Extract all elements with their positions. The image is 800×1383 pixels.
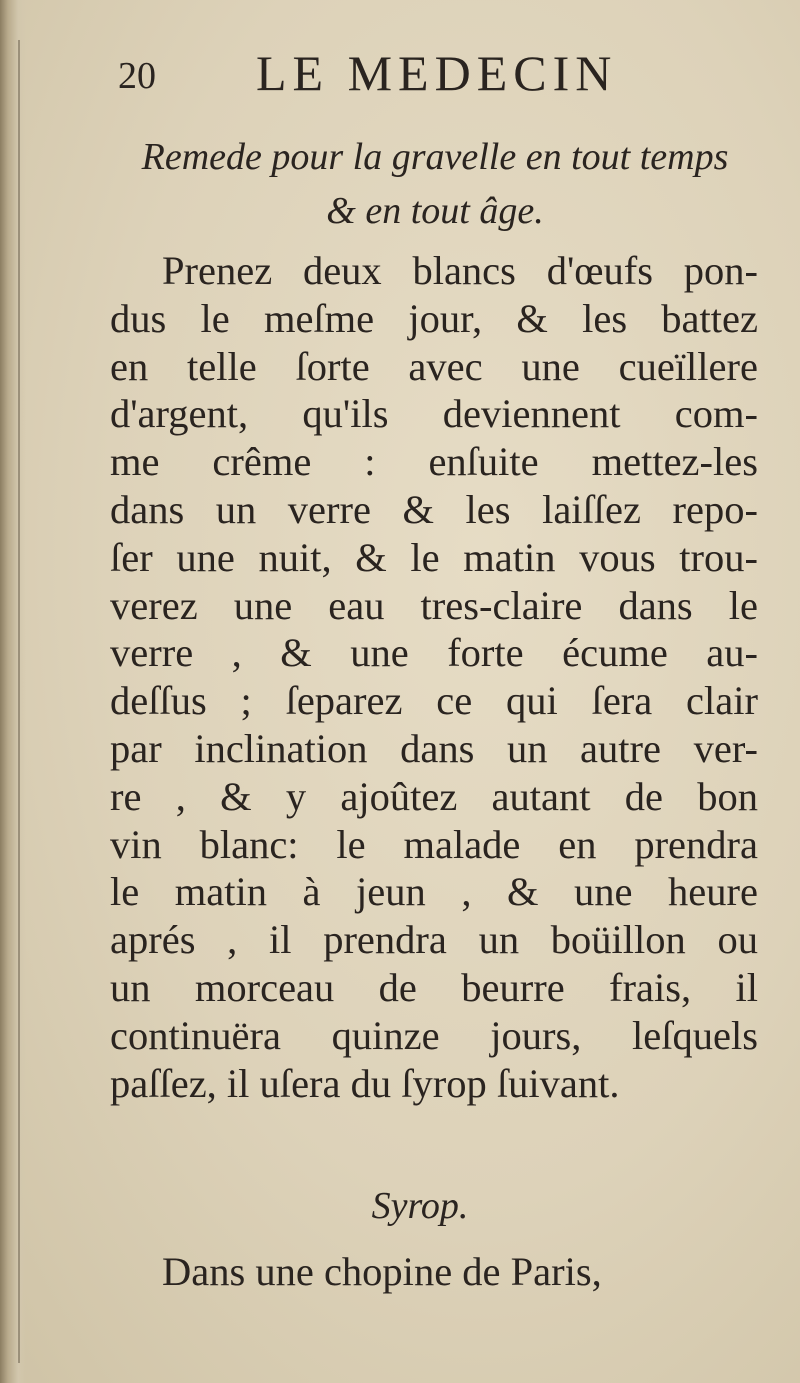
text-line: un morceau de beurre frais, il [110,964,758,1010]
text-line: deſſus ; ſeparez ce qui ſera clair [110,678,758,724]
page-header [118,44,760,104]
text-line: en telle ſorte avec une cueïllere [110,343,758,389]
text-line: verez une eau tres-claire dans le [110,582,758,628]
text-line: d'argent, qu'ils deviennent com- [110,391,758,437]
text-line: dus le meſme jour, & les battez [110,295,758,341]
section-title-line-2: & en tout âge. [326,190,544,232]
text-line: dans un verre & les laiſſez repo- [110,486,758,532]
paragraph-1 [110,247,758,1107]
subheading: Syrop. [371,1185,469,1227]
text-line: continuëra quinze jours, leſquels [110,1012,758,1058]
text-line: Dans une chopine de Paris, [162,1249,602,1294]
book-gutter [0,0,26,1383]
text-line: aprés , il prendra un boüillon ou [110,917,758,963]
paragraph-2 [110,1248,758,1296]
running-head: LE MEDECIN [256,45,618,101]
text-line: ſer une nuit, & le matin vous trou- [110,534,758,580]
section-title [100,130,770,238]
gutter-shadow-line [18,40,20,1363]
text-line: vin blanc: le malade en prendra [110,821,758,867]
text-line: Prenez deux blancs d'œufs pon- [162,248,758,293]
section-title-line-1: Remede pour la gravelle en tout temps [141,136,729,178]
text-line: paſſez, il uſera du ſyrop ſuivant. [110,1060,620,1106]
text-line: re , & y ajoûtez autant de bon [110,773,758,819]
text-line: verre , & une forte écume au- [110,630,758,676]
text-line: me crême : enſuite mettez-les [110,439,758,485]
text-line: le matin à jeun , & une heure [110,869,758,915]
text-line: par inclination dans un autre ver- [110,725,758,771]
page-number: 20 [118,55,156,97]
